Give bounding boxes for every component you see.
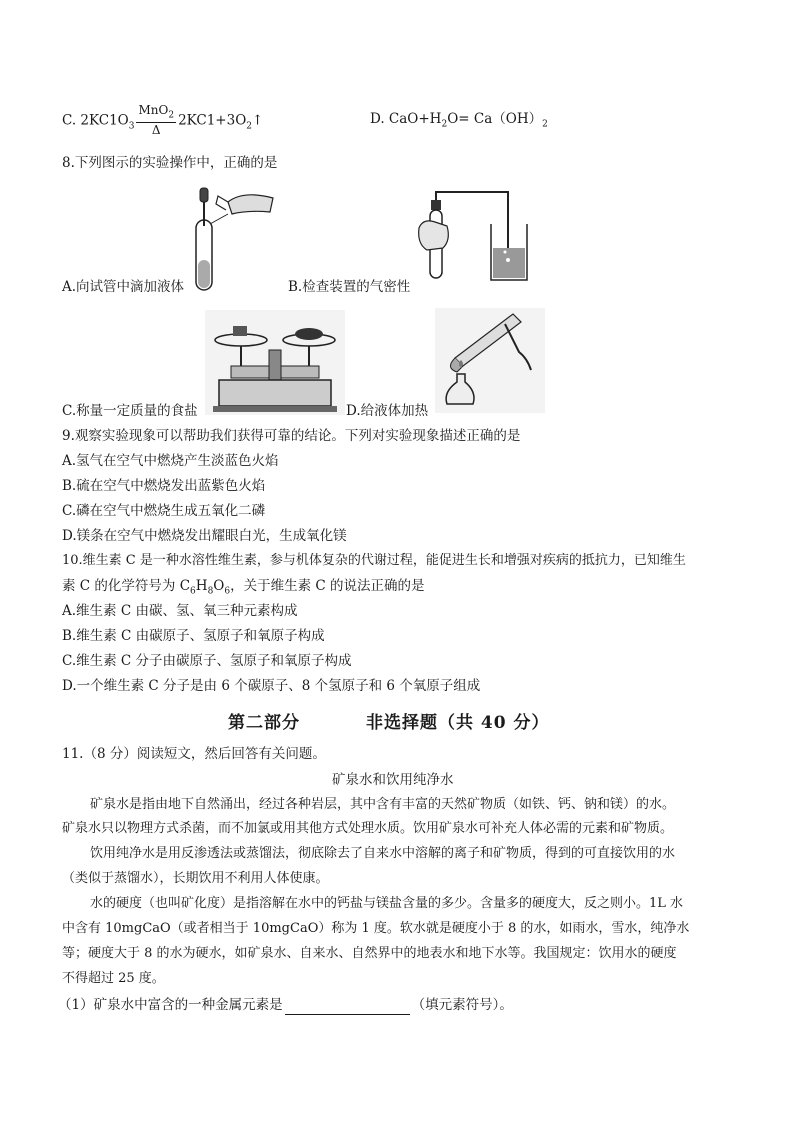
article-p1-line1: 矿泉水是指由地下自然涌出，经过各种岩层，其中含有丰富的天然矿物质（如铁、钙、钠和镁）的水。	[90, 797, 676, 812]
q10-option-d: D.一个维生素 C 分子是由 6 个碳原子、8 个氢原子和 6 个氧原子组成	[62, 678, 481, 694]
q7-option-d: D. $CaO+H_2O= Ca(OH)_2$	[370, 111, 548, 130]
q9-option-b: B.硫在空气中燃烧发出蓝紫色火焰	[62, 478, 266, 494]
article-p3-line1: 水的硬度（也叫矿化度）是指溶解在水中的钙盐与镁盐含量的多少。含量多的硬度大，反之则小。1L 水	[90, 896, 684, 911]
q8-stem: 8.下列图示的实验操作中，正确的是	[62, 155, 278, 171]
article-p3-line2: 中含有 10mgCaO（或者相当于 10mgCaO）称为 1 度。软水就是硬度小于 8 的水，如雨水，雪水，纯净水	[62, 921, 690, 936]
q11-sub1: （1）矿泉水中富含的一种金属元素是 （填元素符号）。	[58, 997, 513, 1013]
q10-stem-line1: 10.维生素 C 是一种水溶性维生素，参与机体复杂的代谢过程，能促进生长和增强对疾病的抵抗力，已知维生	[62, 553, 686, 568]
airtightness-check-image	[413, 188, 538, 288]
dropper-test-tube-image	[188, 180, 278, 295]
reaction-condition: $\frac{MnO_2}{\Delta}$	[138, 103, 175, 138]
article-p1-line2: 矿泉水只以物理方式杀菌，而不加氯或用其他方式处理水质。饮用矿泉水可补充人体必需的元素和矿物质。	[62, 821, 674, 836]
section-subtitle: 非选择题（共 40 分）	[366, 713, 550, 733]
answer-blank[interactable]	[285, 1000, 410, 1015]
q10-option-a: A.维生素 C 由碳、氢、氧三种元素构成	[62, 603, 298, 619]
q9-option-a: A.氢气在空气中燃烧产生淡蓝色火焰	[62, 453, 279, 469]
article-title: 矿泉水和饮用纯净水	[332, 772, 454, 788]
q9-stem: 9.观察实验现象可以帮助我们获得可靠的结论。下列对实验现象描述正确的是	[62, 428, 521, 444]
q10-stem-line2: 素 C 的化学符号为 $C_6H_8O_6$，关于维生素 C 的说法正确的是	[62, 578, 425, 597]
q9-option-d: D.镁条在空气中燃烧发出耀眼白光，生成氧化镁	[62, 528, 347, 544]
q8-option-b: B.检查装置的气密性	[288, 279, 411, 295]
q10-option-b: B.维生素 C 由碳原子、氢原子和氧原子构成	[62, 628, 325, 644]
article-p2-line1: 饮用纯净水是用反渗透法或蒸馏法，彻底除去了自来水中溶解的离子和矿物质，得到的可直接饮用的水	[90, 846, 676, 861]
heating-liquid-image	[435, 308, 545, 413]
q11-stem: 11.（8 分）阅读短文，然后回答有关问题。	[62, 746, 326, 762]
section-title: 第二部分	[228, 713, 300, 733]
article-p3-line4: 不得超过 25 度。	[62, 971, 165, 986]
q8-option-d: D.给液体加热	[346, 403, 429, 419]
q9-option-c: C.磷在空气中燃烧生成五氧化二磷	[62, 503, 266, 519]
q8-option-a: A.向试管中滴加液体	[62, 279, 185, 295]
q7-option-c: C. $2KC1O_3$ $\frac{MnO_2}{\Delta}$ $2KC1+3O_2↑$	[62, 103, 264, 138]
q8-option-c: C.称量一定质量的食盐	[62, 403, 198, 419]
article-p2-line2: （类似于蒸馏水），长期饮用不利用人体使康。	[62, 871, 329, 886]
q10-option-c: C.维生素 C 分子由碳原子、氢原子和氧原子构成	[62, 653, 352, 669]
article-p3-line3: 等；硬度大于 8 的水为硬水，如矿泉水、自来水、自然界中的地表水和地下水等。我国规定：饮用水的硬度	[62, 946, 677, 961]
balance-scale-image	[205, 310, 345, 415]
